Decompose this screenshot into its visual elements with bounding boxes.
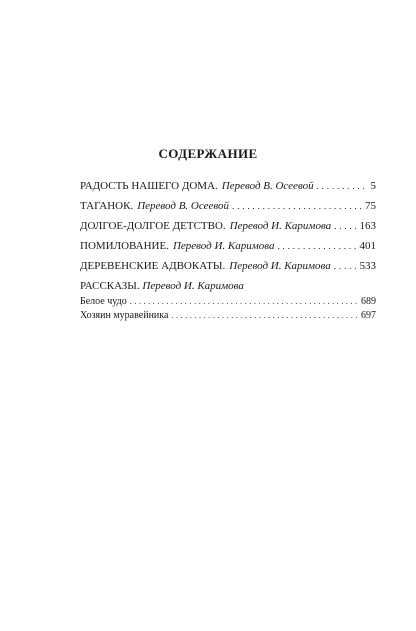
story-page-number: 689 — [361, 296, 376, 307]
entry-title: ТАГАНОК. — [80, 200, 134, 212]
stories-group-heading — [80, 280, 376, 292]
stories-title: РАССКАЗЫ. — [80, 280, 140, 292]
dot-leader — [317, 180, 368, 192]
dot-leader — [171, 310, 358, 321]
entry-translator: Перевод И. Каримова — [229, 260, 331, 272]
toc-entry — [80, 220, 376, 232]
entry-translator: Перевод В. Осеевой — [221, 180, 314, 192]
entry-page-number: 163 — [359, 220, 376, 232]
story-title: Хозяин муравейника — [80, 310, 169, 321]
dot-leader — [334, 260, 357, 272]
dot-leader — [277, 240, 356, 252]
entry-title: ДОЛГОЕ-ДОЛГОЕ ДЕТСТВО. — [80, 220, 226, 232]
entry-title: ПОМИЛОВАНИЕ. — [80, 240, 169, 252]
contents-heading: СОДЕРЖАНИЕ — [158, 146, 258, 161]
entry-page-number: 401 — [359, 240, 376, 252]
toc-entry — [80, 200, 376, 212]
entry-page-number: 533 — [359, 260, 376, 272]
toc-entry — [80, 180, 376, 192]
stories-translator: Перевод И. Каримова — [142, 280, 244, 292]
entry-translator: Перевод В. Осеевой — [137, 200, 230, 212]
entry-title: ДЕРЕВЕНСКИЕ АДВОКАТЫ. — [80, 260, 226, 272]
entry-translator: Перевод И. Каримова — [172, 240, 275, 252]
story-page-number: 697 — [361, 310, 376, 321]
entry-page-number: 75 — [365, 200, 376, 212]
dot-leader — [232, 200, 362, 212]
toc-sub-entry — [80, 310, 376, 321]
dot-leader — [334, 220, 356, 232]
entry-page-number: 5 — [370, 180, 376, 192]
story-title: Белое чудо — [80, 296, 127, 307]
toc-sub-entry — [80, 296, 376, 307]
toc-entry — [80, 240, 376, 252]
toc-entry — [80, 260, 376, 272]
dot-leader — [130, 296, 358, 307]
entry-title: РАДОСТЬ НАШЕГО ДОМА. — [80, 180, 218, 192]
entry-translator: Перевод И. Каримова — [229, 220, 332, 232]
